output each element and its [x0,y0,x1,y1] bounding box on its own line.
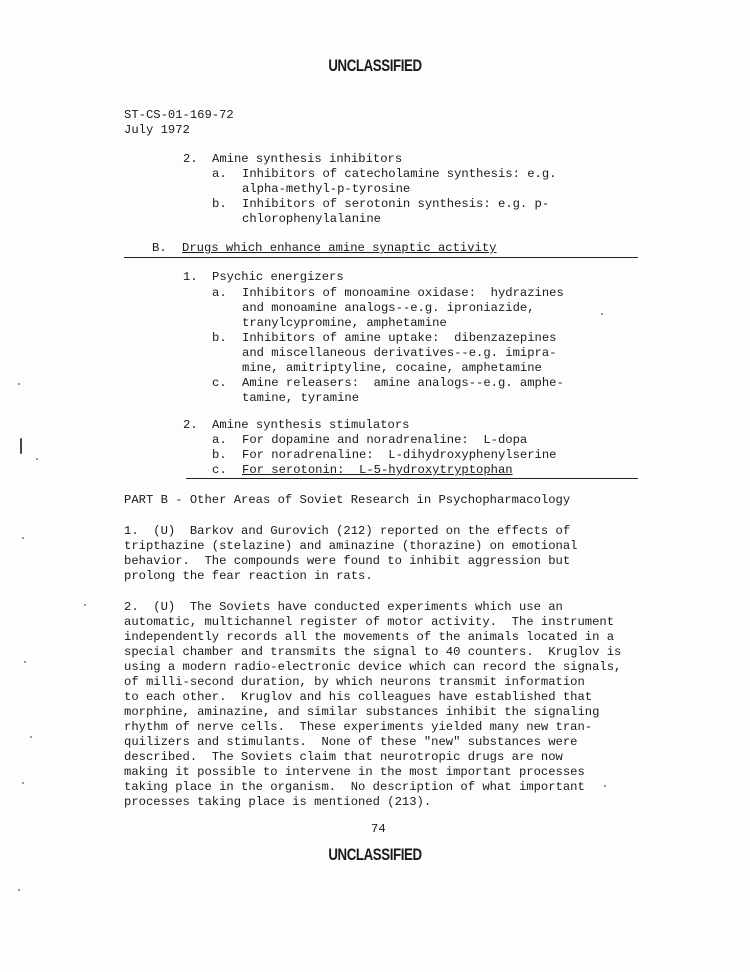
scan-speck [601,313,603,315]
paragraph-line: taking place in the organism. No description of what important [124,780,585,794]
sub-item-text: Inhibitors of amine uptake: dibenzazepines [242,331,557,345]
sub-item-text: For serotonin: L-5-hydroxytryptophan [242,463,513,477]
sub-item-text: and miscellaneous derivatives--e.g. imipra- [242,346,557,360]
sub-item-text: Amine releasers: amine analogs--e.g. amphe- [242,376,564,390]
paragraph-line: tripthazine (stelazine) and aminazine (thorazine) on emotional [124,539,578,553]
scan-speck [24,661,26,663]
sub-item-label: a. [212,433,227,447]
scan-speck [22,537,24,539]
paragraph-line: automatic, multichannel register of motor activity. The instrument [124,615,615,629]
sub-item-label: c. [212,463,227,477]
paragraph-line: 2. (U) The Soviets have conducted experiments which use an [124,600,563,614]
sub-item-text: mine, amitriptyline, cocaine, amphetamine [242,361,542,375]
paragraph-line: using a modern radio-electronic device which can record the signals, [124,660,622,674]
list-item-title: Amine synthesis inhibitors [212,152,403,166]
sub-item-label: b. [212,197,227,211]
paragraph-line: rhythm of nerve cells. These experiments yielded many new tran- [124,720,593,734]
divider-rule [124,257,638,258]
sub-item-text: Inhibitors of catecholamine synthesis: e.g. [242,167,557,181]
paragraph-line: independently records all the movements of the animals located in a [124,630,615,644]
sub-item-text: tamine, tyramine [242,391,360,405]
list-number: 2. [183,418,198,432]
paragraph-line: quilizers and stimulants. None of these "new" substances were [124,735,578,749]
page-number: 74 [371,822,386,836]
scan-speck [84,604,86,606]
sub-item-text: For noradrenaline: L-dihydroxyphenylserine [242,448,557,462]
paragraph-line: processes taking place is mentioned (213). [124,795,432,809]
scan-speck [22,782,24,784]
paragraph-line: behavior. The compounds were found to inhibit aggression but [124,554,571,568]
scan-speck [20,438,22,454]
paragraph-line: 1. (U) Barkov and Gurovich (212) reported on the effects of [124,524,571,538]
paragraph-line: to each other. Kruglov and his colleagues have established that [124,690,593,704]
paragraph-line: described. The Soviets claim that neurotropic drugs are now [124,750,563,764]
paragraph-line: of milli-second duration, by which neurons transmit information [124,675,585,689]
list-item-title: Psychic energizers [212,270,344,284]
sub-item-label: c. [212,376,227,390]
sub-item-text: Inhibitors of monoamine oxidase: hydrazines [242,286,564,300]
scan-speck [18,383,20,385]
sub-item-text: For dopamine and noradrenaline: L-dopa [242,433,528,447]
scan-speck [604,785,606,787]
scan-speck [36,458,38,460]
document-id: ST-CS-01-169-72 [124,108,234,122]
section-label: B. [152,241,167,255]
classification-footer: UNCLASSIFIED [328,845,422,864]
classification-header: UNCLASSIFIED [328,56,422,75]
divider-rule [186,478,638,479]
sub-item-text: alpha-methyl-p-tyrosine [242,182,411,196]
list-item-title: Amine synthesis stimulators [212,418,410,432]
sub-item-text: chlorophenylalanine [242,212,381,226]
list-number: 1. [183,270,198,284]
list-number: 2. [183,152,198,166]
sub-item-text: tranylcypromine, amphetamine [242,316,447,330]
sub-item-text: and monoamine analogs--e.g. iproniazide, [242,301,535,315]
paragraph-line: prolong the fear reaction in rats. [124,569,373,583]
scan-speck [18,889,20,891]
paragraph-line: special chamber and transmits the signal to 40 counters. Kruglov is [124,645,622,659]
sub-item-label: b. [212,331,227,345]
sub-item-label: a. [212,167,227,181]
paragraph-line: morphine, aminazine, and similar substances inhibit the signaling [124,705,600,719]
sub-item-label: a. [212,286,227,300]
document-date: July 1972 [124,123,190,137]
scan-speck [30,736,32,738]
sub-item-label: b. [212,448,227,462]
sub-item-text: Inhibitors of serotonin synthesis: e.g. p- [242,197,550,211]
part-heading: PART B - Other Areas of Soviet Research in Psychopharmacology [124,493,571,507]
paragraph-line: making it possible to intervene in the most important processes [124,765,585,779]
section-heading: Drugs which enhance amine synaptic activity [182,241,497,255]
